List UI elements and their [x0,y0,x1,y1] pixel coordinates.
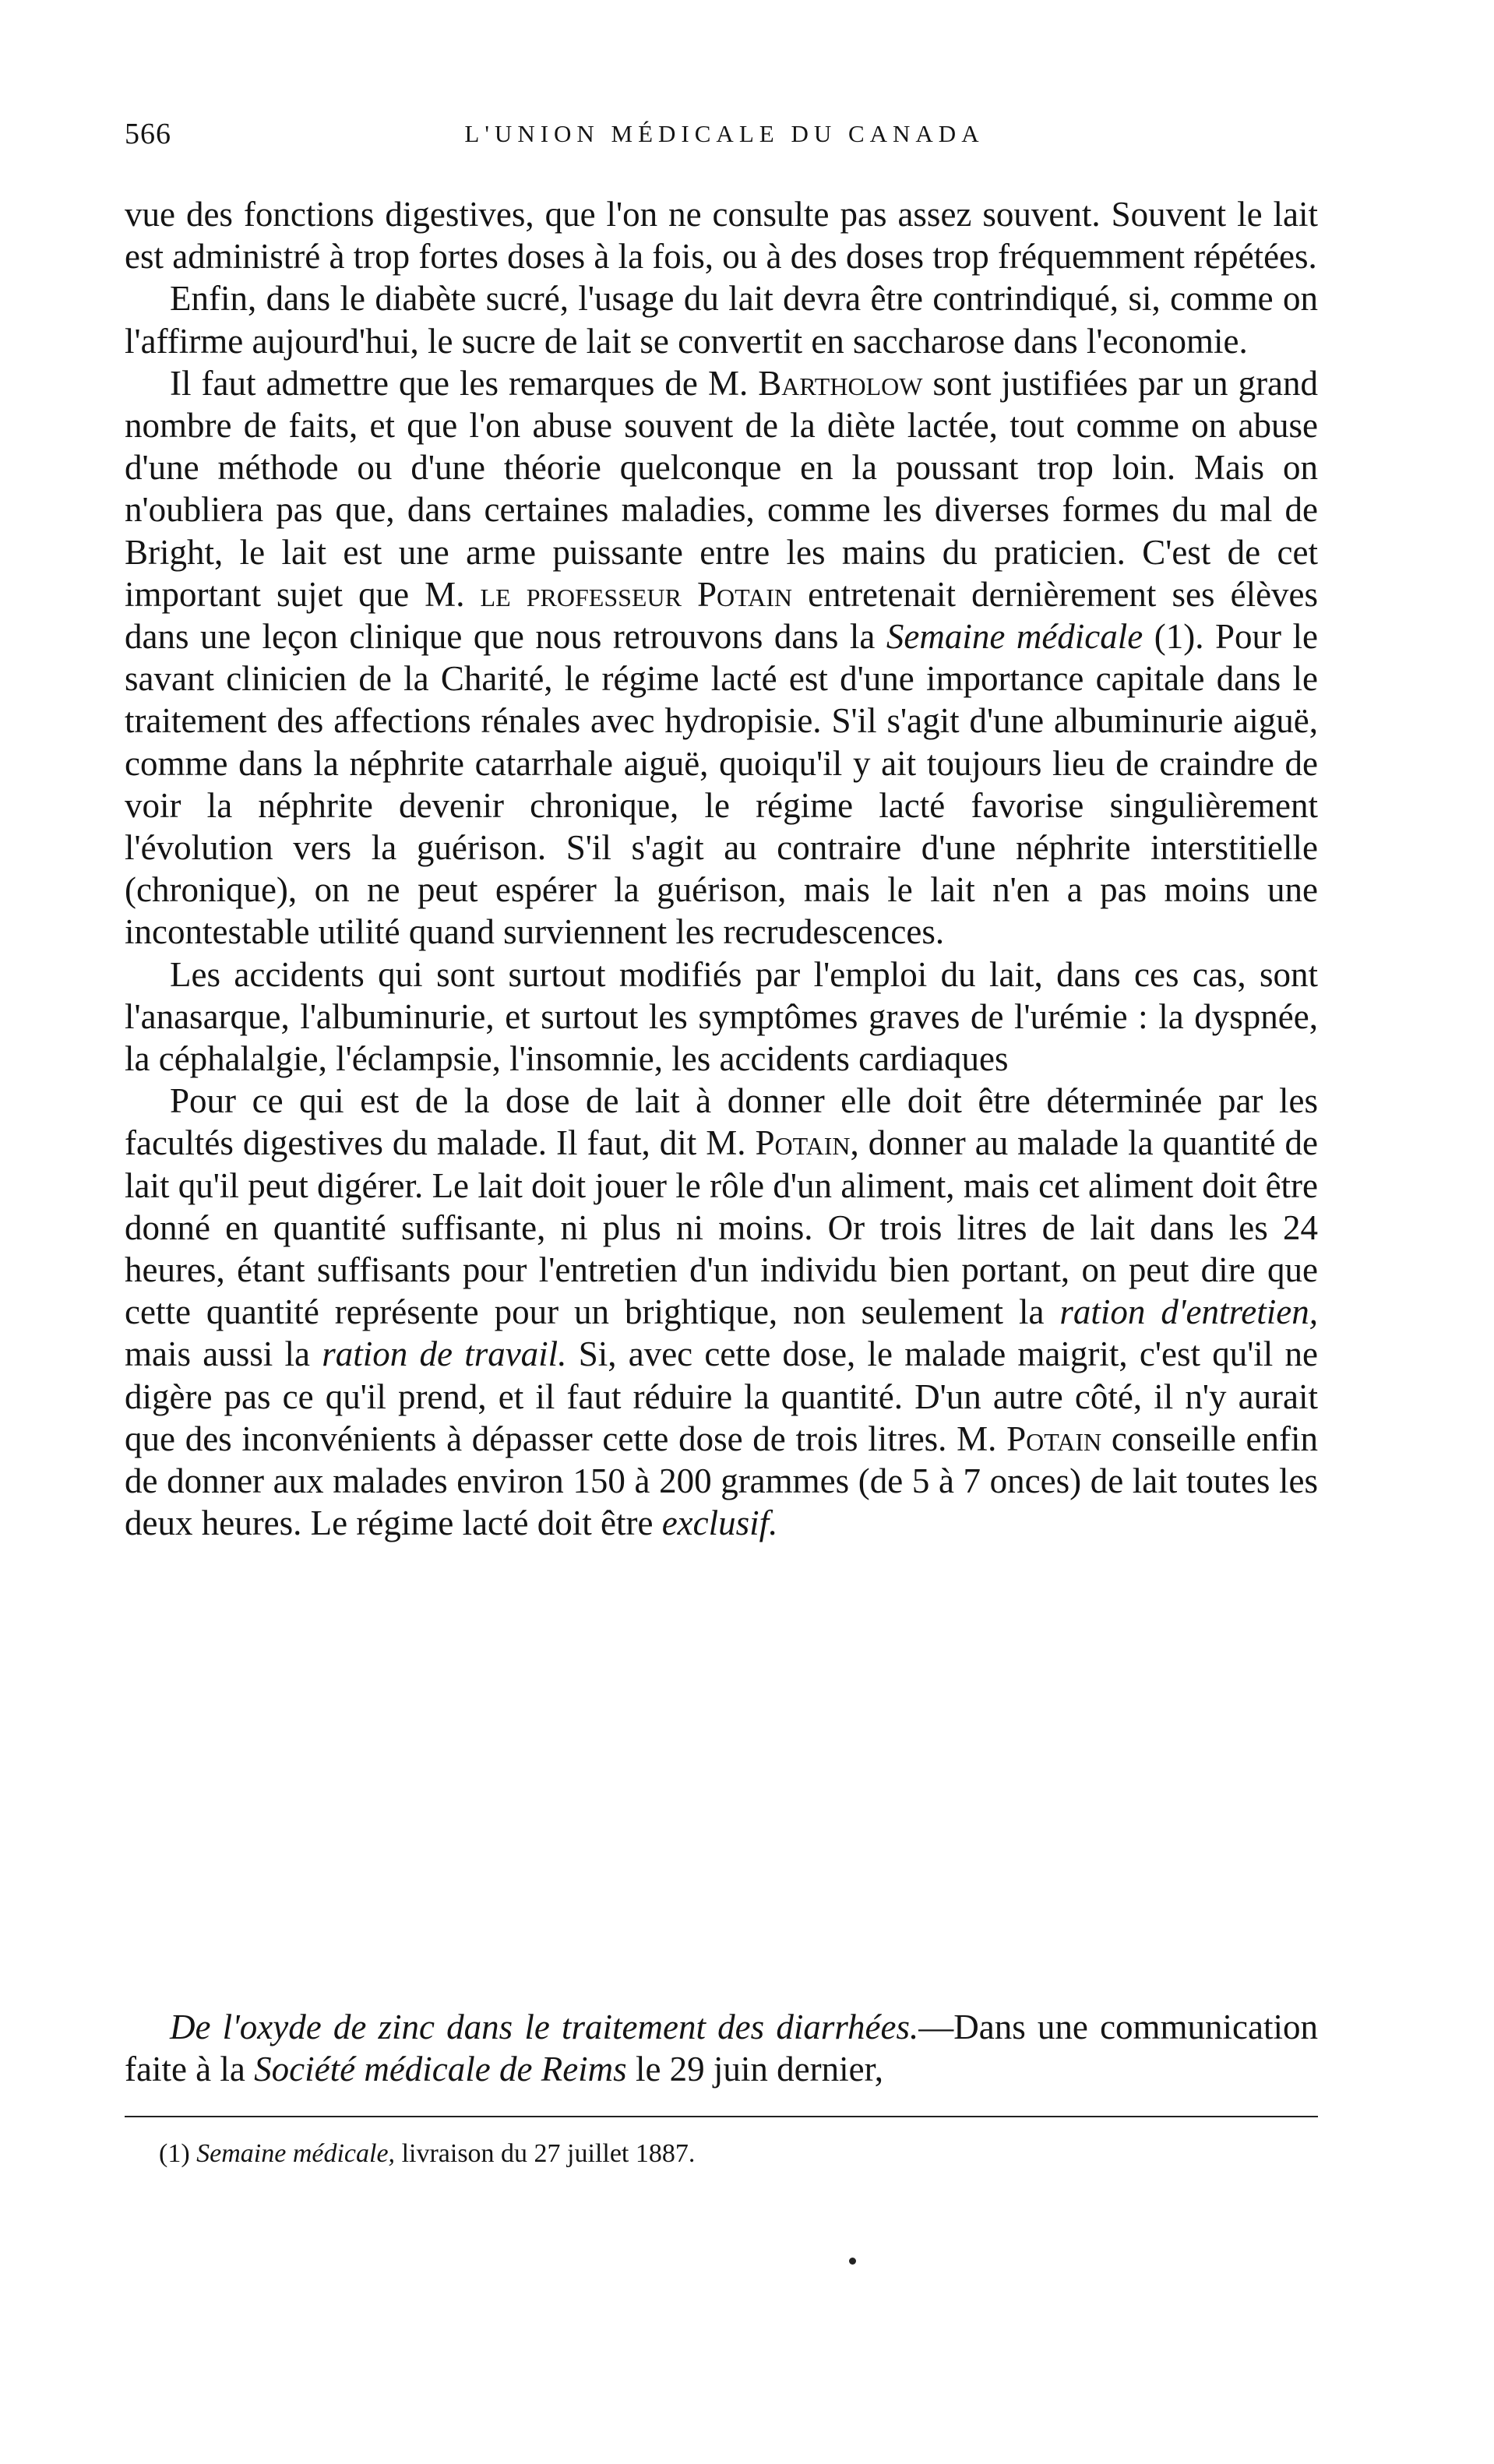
paragraph-5-text-c: mais aussi la [125,1334,310,1374]
printing-dot-mark [849,2258,856,2265]
footnote-text: livraison du 27 juillet 1887. [401,2139,696,2168]
footnote [159,2138,1312,2170]
journal-title: Semaine médicale [886,617,1143,657]
paragraph-5-text-a: Pour ce qui est de la dose de lait à donner elle doit être déterminée par les facultés digestives du malade. Il faut, dit M. [125,1081,1318,1163]
running-title: L'UNION MÉDICALE DU CANADA [464,120,985,147]
paragraph-5-text-e: conseille enfin de donner aux malades environ 150 à 200 grammes (de 5 à 7 onces) de lait toutes les deux heures. Le régime lacté doit être [125,1419,1319,1543]
footnote-source: Semaine médicale, [196,2139,396,2168]
section-title: De l'oxyde de zinc dans le traitement des diarrhées. [170,2008,919,2046]
page-header [125,117,1324,164]
section-dash: — [918,2008,954,2046]
italic-ration-entretien: ration d'entretien, [1059,1292,1318,1332]
footnote-reference: (1). [1154,617,1204,657]
footnote-divider [125,2116,1318,2117]
footnote-marker: (1) [159,2139,190,2168]
page-number: 566 [125,118,171,150]
paragraph-3 [125,362,1318,954]
author-name-potain: le professeur Potain [480,574,792,614]
section-text-a: Dans une communication faite à la [125,2008,1319,2089]
author-name-bartholow: Bartholow [758,363,923,403]
paragraph-5-text-d: Si, avec cette dose, le malade maigrit, c'est qu'il ne digère pas ce qu'il prend, et il faut réduire la quantité. D'un autre côté, il n'y aurait que des inconvénients à dépasser cette dose de trois litres. M. [125,1334,1319,1458]
article-body [125,193,1318,1545]
paragraph-3-text-b: sont justifiées par un grand nombre de faits, et que l'on abuse souvent de la diète lactée, tout comme on abuse d'une méthode ou d'une théorie quelconque en la poussant trop loin. Mais on n'oubliera pas que, dans certaines maladies, comme les diverses formes du mal de Bright, le lait est une arme puissante entre les mains du praticien. C'est de cet important sujet que M. [125,363,1319,614]
italic-exclusif: exclusif. [661,1503,778,1543]
paragraph-5-text-b: , donner au malade la quantité de lait qu'il peut digérer. Le lait doit jouer le rôle d'un aliment, mais cet aliment doit être donné en quantité suffisante, ni plus ni moins. Or trois litres de lait dans les 24 heures, étant suffisants pour l'entretien d'un individu bien portant, on peut dire que cette quantité représente pour un brightique, non seulement la [125,1123,1318,1332]
author-name-potain-3: Potain [1006,1419,1102,1458]
paragraph-5 [125,1080,1318,1544]
paragraph-3-text-d: Pour le savant clinicien de la Charité, le régime lacté est d'une importance capitale dans le traitement des affections rénales avec hydropisie. S'il s'agit d'une albuminurie aiguë, comme dans la néphrite catarrhale aiguë, quoiqu'il y ait toujours lieu de craindre de voir la néphrite devenir chronique, le régime lacté favorise singulièrement l'évolution vers la guérison. S'il s'agit au contraire d'une néphrite interstitielle (chronique), on ne peut espérer la guérison, mais le lait n'en a pas moins une incontestable utilité quand surviennent les recrudescences. [125,617,1319,952]
paragraph-3-text-a: Il faut admettre que les remarques de M. [170,363,749,403]
paragraph-1: vue des fonctions digestives, que l'on ne consulte pas assez souvent. Souvent le lait est administré à trop fortes doses à la fois, ou à des doses trop fréquemment répétées. [125,195,1318,277]
section-text-b: le 29 juin dernier, [635,2050,884,2089]
paragraph-3-text-c: entretenait dernièrement ses élèves dans une leçon clinique que nous retrouvons dans la [125,574,1319,657]
zinc-section [125,2006,1318,2090]
paragraph-4: Les accidents qui sont surtout modifiés par l'emploi du lait, dans ces cas, sont l'anasarque, l'albuminurie, et surtout les symptômes graves de l'urémie : la dyspnée, la céphalalgie, l'éclampsie, l'insomnie, les accidents cardiaques [125,954,1318,1079]
author-name-potain-2: Potain [755,1123,851,1163]
section-paragraph [125,2006,1318,2090]
italic-ration-travail: ration de travail. [322,1334,567,1374]
paragraph-2: Enfin, dans le diabète sucré, l'usage du lait devra être contrindiqué, si, comme on l'affirme aujourd'hui, le sucre de lait se convertit en saccharose dans l'economie. [125,279,1318,361]
society-name: Société médicale de Reims [254,2050,627,2089]
